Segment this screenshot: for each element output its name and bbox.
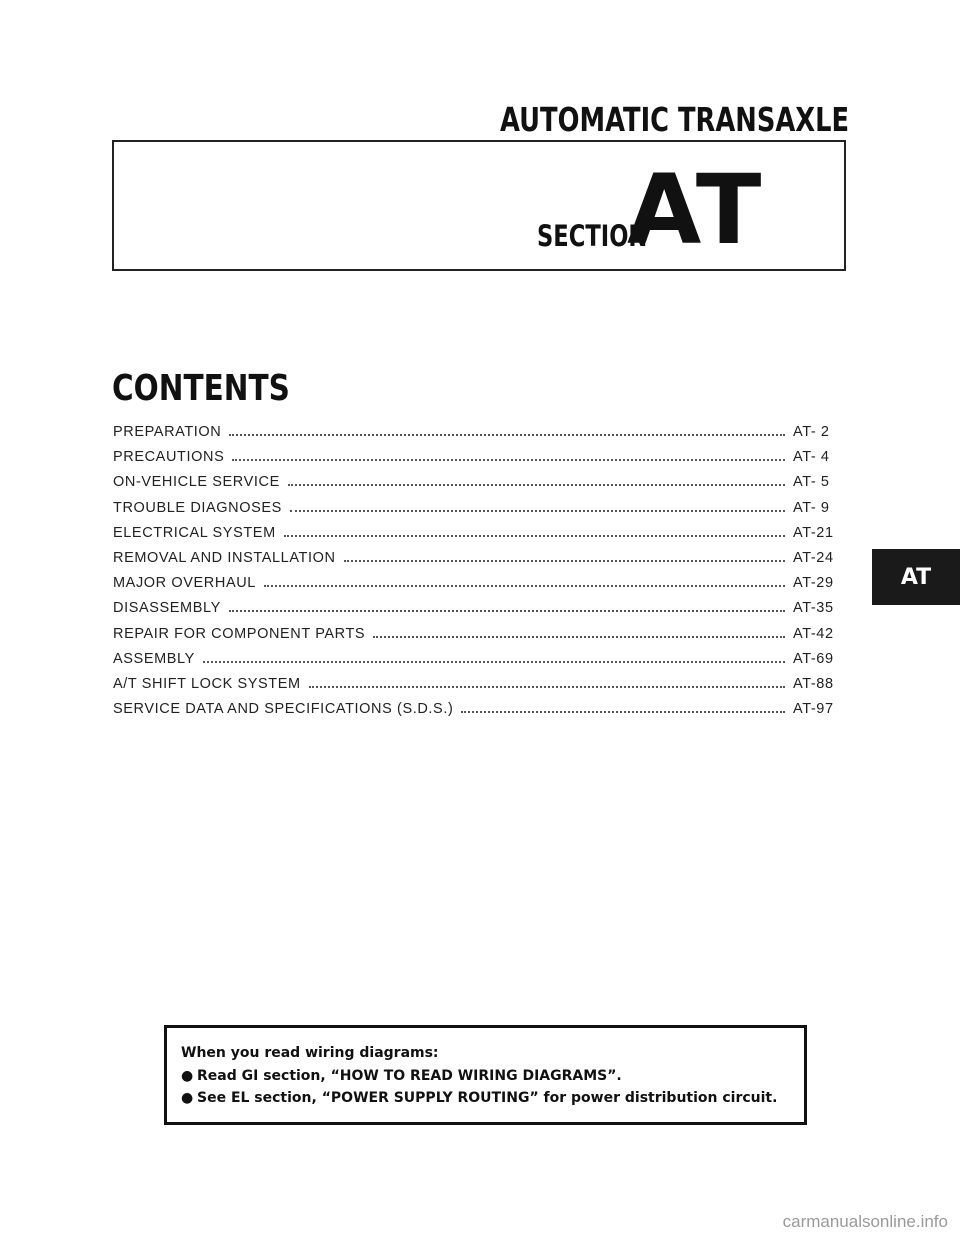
toc-leader-dots bbox=[284, 534, 785, 537]
section-label: SECTION bbox=[537, 219, 648, 253]
toc-entry-page: AT-29 bbox=[793, 575, 834, 592]
toc-entry[interactable] bbox=[113, 449, 847, 474]
toc-entry[interactable] bbox=[113, 626, 847, 651]
toc-leader-dots bbox=[309, 685, 785, 688]
toc-entry-label: ASSEMBLY bbox=[113, 650, 195, 667]
toc-entry[interactable] bbox=[113, 474, 847, 499]
toc-entry[interactable] bbox=[113, 676, 847, 701]
toc-entry-label: SERVICE DATA AND SPECIFICATIONS (S.D.S.) bbox=[113, 701, 454, 718]
section-header-box bbox=[112, 140, 846, 271]
side-tab-at[interactable]: AT bbox=[872, 549, 960, 605]
toc-leader-dots bbox=[203, 660, 785, 663]
toc-entry-page: AT-42 bbox=[793, 625, 834, 642]
toc-entry[interactable] bbox=[113, 575, 847, 600]
note-line bbox=[181, 1090, 804, 1106]
bullet-icon: ● bbox=[181, 1090, 194, 1106]
table-of-contents bbox=[113, 424, 847, 726]
toc-entry-page: AT-21 bbox=[793, 524, 834, 541]
toc-entry-page: AT- 4 bbox=[793, 449, 830, 466]
toc-entry[interactable] bbox=[113, 701, 847, 726]
toc-leader-dots bbox=[461, 710, 785, 713]
note-line-text: See EL section, “POWER SUPPLY ROUTING” for power distribution circuit. bbox=[197, 1090, 778, 1106]
toc-entry-label: REPAIR FOR COMPONENT PARTS bbox=[113, 625, 366, 642]
toc-entry-label: ELECTRICAL SYSTEM bbox=[113, 524, 276, 541]
toc-entry-label: REMOVAL AND INSTALLATION bbox=[113, 549, 336, 566]
toc-leader-dots bbox=[288, 483, 785, 486]
toc-entry-label: A/T SHIFT LOCK SYSTEM bbox=[113, 675, 301, 692]
toc-leader-dots bbox=[229, 433, 785, 436]
toc-leader-dots bbox=[264, 584, 785, 587]
toc-entry[interactable] bbox=[113, 424, 847, 449]
toc-entry[interactable] bbox=[113, 600, 847, 625]
toc-entry-page: AT-88 bbox=[793, 675, 834, 692]
toc-entry-page: AT- 2 bbox=[793, 424, 830, 440]
toc-entry-label: ON-VEHICLE SERVICE bbox=[113, 474, 280, 491]
toc-entry-page: AT- 5 bbox=[793, 474, 830, 491]
toc-leader-dots bbox=[373, 635, 785, 638]
toc-entry[interactable] bbox=[113, 525, 847, 550]
bullet-icon: ● bbox=[181, 1068, 194, 1084]
toc-entry[interactable] bbox=[113, 550, 847, 575]
toc-entry-page: AT-35 bbox=[793, 600, 834, 617]
toc-entry-label: MAJOR OVERHAUL bbox=[113, 575, 256, 592]
toc-entry[interactable] bbox=[113, 500, 847, 525]
wiring-diagram-note bbox=[164, 1025, 807, 1125]
toc-leader-dots bbox=[229, 609, 785, 612]
toc-entry-page: AT-97 bbox=[793, 701, 834, 718]
toc-entry-label: PREPARATION bbox=[113, 424, 222, 440]
watermark: carmanualsonline.info bbox=[782, 1212, 948, 1231]
section-code: AT bbox=[627, 154, 764, 266]
section-title: AUTOMATIC TRANSAXLE bbox=[500, 100, 850, 139]
toc-entry-label: TROUBLE DIAGNOSES bbox=[113, 499, 282, 516]
toc-entry-label: PRECAUTIONS bbox=[113, 449, 225, 466]
contents-heading: CONTENTS bbox=[112, 368, 290, 409]
toc-entry-page: AT- 9 bbox=[793, 499, 830, 516]
toc-leader-dots bbox=[232, 458, 785, 461]
toc-entry-page: AT-24 bbox=[793, 549, 834, 566]
toc-entry-page: AT-69 bbox=[793, 650, 834, 667]
toc-entry-label: DISASSEMBLY bbox=[113, 600, 221, 617]
toc-leader-dots bbox=[290, 509, 785, 512]
toc-entry[interactable] bbox=[113, 651, 847, 676]
note-line bbox=[181, 1068, 804, 1084]
toc-leader-dots bbox=[344, 559, 785, 562]
note-title: When you read wiring diagrams: bbox=[181, 1045, 439, 1061]
note-line-text: Read GI section, “HOW TO READ WIRING DIAGRAMS”. bbox=[197, 1068, 622, 1084]
